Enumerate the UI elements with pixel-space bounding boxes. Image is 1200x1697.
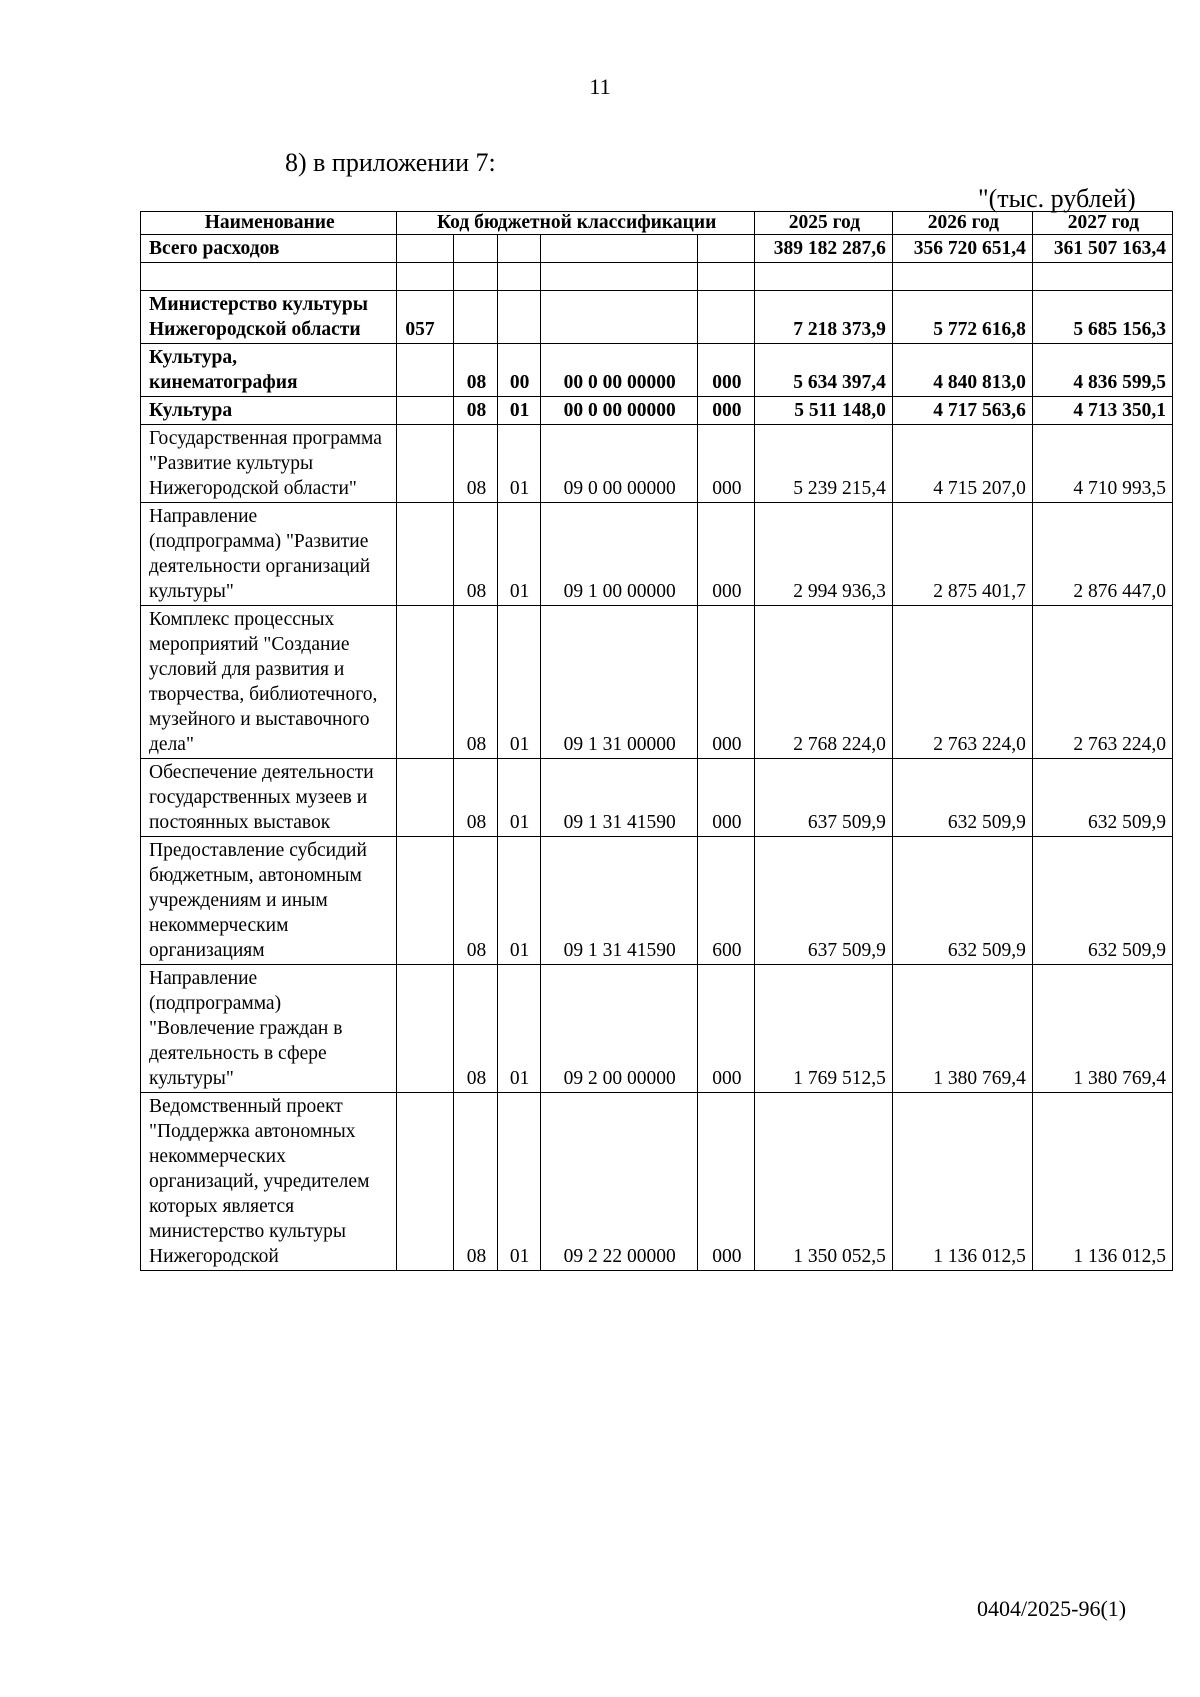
row-2025: 637 509,9 <box>754 837 892 965</box>
table-row <box>141 503 1173 606</box>
row-2026: 1 136 012,5 <box>892 1093 1032 1271</box>
table-row <box>141 759 1173 837</box>
row-2027: 2 876 447,0 <box>1032 503 1172 606</box>
row-2027: 5 685 156,3 <box>1032 291 1172 344</box>
header-code: Код бюджетной классификации <box>397 212 755 235</box>
row-grbs <box>397 965 454 1093</box>
table-row <box>141 425 1173 503</box>
total-row <box>141 235 1173 263</box>
header-2027: 2027 год <box>1032 212 1172 235</box>
row-target-article: 00 0 00 00000 <box>540 397 697 425</box>
row-expense-type: 000 <box>697 397 754 425</box>
row-grbs <box>397 344 454 397</box>
row-2025: 2 994 936,3 <box>754 503 892 606</box>
row-2027: 4 836 599,5 <box>1032 344 1172 397</box>
row-2027: 632 509,9 <box>1032 759 1172 837</box>
table-row <box>141 397 1173 425</box>
row-2025: 2 768 224,0 <box>754 606 892 759</box>
row-expense-type <box>697 291 754 344</box>
row-subsection: 00 <box>497 344 540 397</box>
row-2026: 4 717 563,6 <box>892 397 1032 425</box>
row-grbs <box>397 837 454 965</box>
row-expense-type: 000 <box>697 606 754 759</box>
row-target-article: 09 2 22 00000 <box>540 1093 697 1271</box>
row-target-article: 09 1 00 00000 <box>540 503 697 606</box>
page-number: 11 <box>589 74 611 99</box>
row-2025: 1 769 512,5 <box>754 965 892 1093</box>
row-target-article: 09 1 31 41590 <box>540 759 697 837</box>
row-2025: 5 239 215,4 <box>754 425 892 503</box>
row-2025: 5 511 148,0 <box>754 397 892 425</box>
row-expense-type: 000 <box>697 759 754 837</box>
row-subsection: 01 <box>497 606 540 759</box>
row-target-article: 09 1 31 00000 <box>540 606 697 759</box>
spacer-row <box>141 263 1173 291</box>
row-2025: 7 218 373,9 <box>754 291 892 344</box>
row-2026: 4 840 813,0 <box>892 344 1032 397</box>
row-grbs <box>397 503 454 606</box>
row-2026: 2 875 401,7 <box>892 503 1032 606</box>
row-section: 08 <box>454 425 497 503</box>
row-subsection: 01 <box>497 503 540 606</box>
row-target-article: 09 0 00 00000 <box>540 425 697 503</box>
header-2025: 2025 год <box>754 212 892 235</box>
row-section: 08 <box>454 397 497 425</box>
row-2026: 1 380 769,4 <box>892 965 1032 1093</box>
row-2025: 1 350 052,5 <box>754 1093 892 1271</box>
table-row <box>141 344 1173 397</box>
total-name: Всего расходов <box>141 235 397 263</box>
row-name: Культура <box>141 397 397 425</box>
row-target-article: 09 2 00 00000 <box>540 965 697 1093</box>
table-row <box>141 606 1173 759</box>
row-2027: 4 710 993,5 <box>1032 425 1172 503</box>
total-2026: 356 720 651,4 <box>892 235 1032 263</box>
row-name: Предоставление субсидий бюджетным, автономным учреждениям и иным некоммерческим организациям <box>141 837 397 965</box>
row-subsection: 01 <box>497 425 540 503</box>
row-grbs <box>397 759 454 837</box>
row-section: 08 <box>454 1093 497 1271</box>
row-grbs: 057 <box>397 291 454 344</box>
row-name: Обеспечение деятельности государственных музеев и постоянных выставок <box>141 759 397 837</box>
row-2027: 4 713 350,1 <box>1032 397 1172 425</box>
row-grbs <box>397 397 454 425</box>
header-2026: 2026 год <box>892 212 1032 235</box>
row-name: Министерство культуры Нижегородской области <box>141 291 397 344</box>
budget-table <box>140 211 1173 1271</box>
row-subsection: 01 <box>497 759 540 837</box>
table-row <box>141 965 1173 1093</box>
row-section: 08 <box>454 344 497 397</box>
row-name: Направление (подпрограмма) "Развитие деятельности организаций культуры" <box>141 503 397 606</box>
table-row <box>141 1093 1173 1271</box>
row-section: 08 <box>454 837 497 965</box>
units-label: "(тыс. рублей) <box>978 184 1136 213</box>
row-section: 08 <box>454 503 497 606</box>
table-row <box>141 291 1173 344</box>
row-subsection: 01 <box>497 965 540 1093</box>
row-2027: 1 136 012,5 <box>1032 1093 1172 1271</box>
row-subsection: 01 <box>497 397 540 425</box>
row-2025: 5 634 397,4 <box>754 344 892 397</box>
row-subsection: 01 <box>497 837 540 965</box>
total-2027: 361 507 163,4 <box>1032 235 1172 263</box>
row-section: 08 <box>454 606 497 759</box>
row-2026: 2 763 224,0 <box>892 606 1032 759</box>
row-expense-type: 600 <box>697 837 754 965</box>
row-name: Направление (подпрограмма) "Вовлечение граждан в деятельность в сфере культуры" <box>141 965 397 1093</box>
row-target-article: 00 0 00 00000 <box>540 344 697 397</box>
row-expense-type: 000 <box>697 1093 754 1271</box>
document-code: 0404/2025-96(1) <box>977 1596 1127 1621</box>
total-2025: 389 182 287,6 <box>754 235 892 263</box>
row-expense-type: 000 <box>697 965 754 1093</box>
row-expense-type: 000 <box>697 503 754 606</box>
row-2026: 632 509,9 <box>892 837 1032 965</box>
table-header-row <box>141 212 1173 235</box>
row-section: 08 <box>454 965 497 1093</box>
row-name: Культура, кинематография <box>141 344 397 397</box>
row-section: 08 <box>454 759 497 837</box>
row-2026: 4 715 207,0 <box>892 425 1032 503</box>
row-name: Государственная программа "Развитие культуры Нижегородской области" <box>141 425 397 503</box>
row-target-article <box>540 291 697 344</box>
row-2027: 632 509,9 <box>1032 837 1172 965</box>
row-2026: 632 509,9 <box>892 759 1032 837</box>
amendment-intro: 8) в приложении 7: <box>285 148 496 177</box>
row-2027: 1 380 769,4 <box>1032 965 1172 1093</box>
row-grbs <box>397 606 454 759</box>
header-name: Наименование <box>141 212 397 235</box>
row-section <box>454 291 497 344</box>
row-expense-type: 000 <box>697 344 754 397</box>
row-name: Ведомственный проект "Поддержка автономных некоммерческих организаций, учредителем которых является министерство культуры Нижегородской <box>141 1093 397 1271</box>
row-grbs <box>397 425 454 503</box>
row-subsection <box>497 291 540 344</box>
row-subsection: 01 <box>497 1093 540 1271</box>
row-name: Комплекс процессных мероприятий "Создание условий для развития и творчества, библиотечного, музейного и выставочного дела" <box>141 606 397 759</box>
row-2027: 2 763 224,0 <box>1032 606 1172 759</box>
row-expense-type: 000 <box>697 425 754 503</box>
row-target-article: 09 1 31 41590 <box>540 837 697 965</box>
table-row <box>141 837 1173 965</box>
row-grbs <box>397 1093 454 1271</box>
row-2025: 637 509,9 <box>754 759 892 837</box>
row-2026: 5 772 616,8 <box>892 291 1032 344</box>
